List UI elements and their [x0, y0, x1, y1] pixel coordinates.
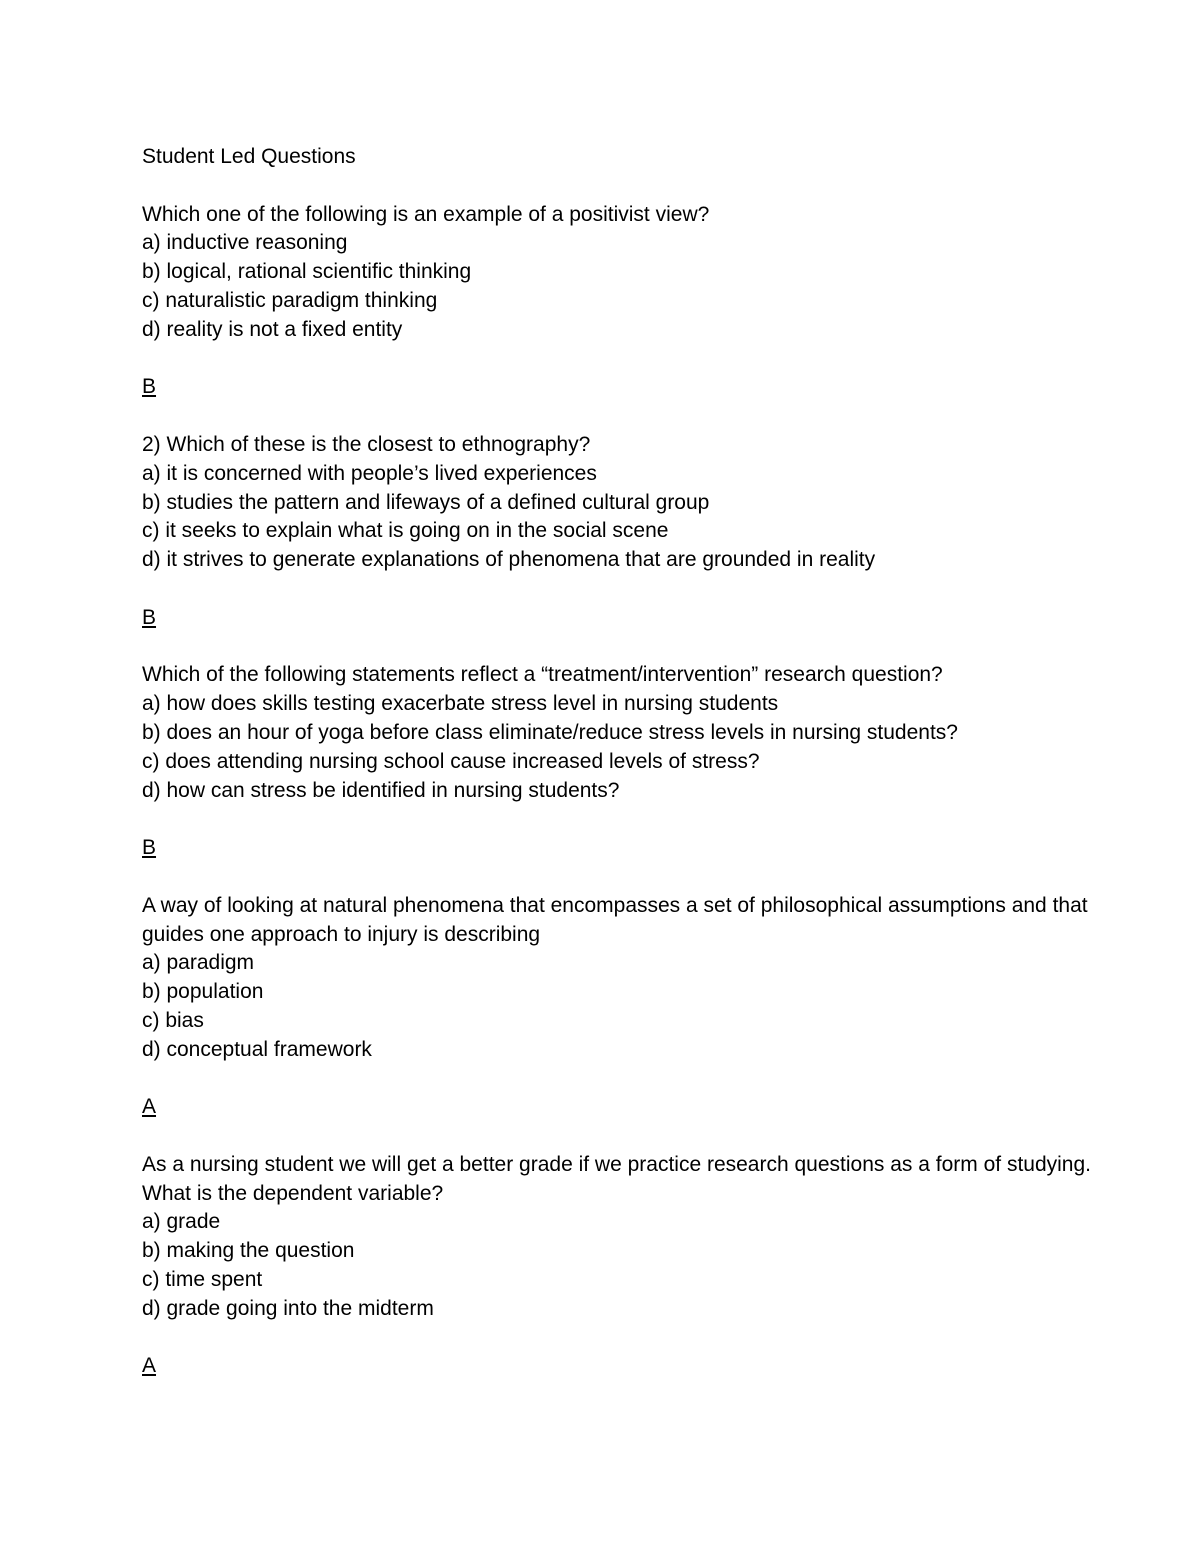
- option-c: c) does attending nursing school cause increased levels of stress?: [142, 749, 760, 773]
- question-stem: Which one of the following is an example of a positivist view?: [142, 202, 710, 226]
- answer-key: A: [142, 1354, 157, 1378]
- spacer: [142, 1122, 1102, 1151]
- question-block: [142, 201, 1102, 431]
- answer-key: A: [142, 1095, 157, 1119]
- document-page: [142, 143, 1102, 1381]
- spacer: [142, 172, 1102, 201]
- question-stem: Which of the following statements reflect a “treatment/intervention” research question?: [142, 663, 943, 687]
- spacer: [142, 1324, 1102, 1353]
- spacer: [142, 402, 1102, 431]
- spacer: [142, 633, 1102, 662]
- option-b: b) studies the pattern and lifeways of a defined cultural group: [142, 490, 710, 514]
- spacer: [142, 575, 1102, 604]
- question-block: [142, 1151, 1102, 1381]
- question-stem: A way of looking at natural phenomena that encompasses a set of philosophical assumptions and that guides one approach to injury is describing: [142, 893, 1088, 946]
- option-b: b) population: [142, 980, 264, 1004]
- option-d: d) it strives to generate explanations of phenomena that are grounded in reality: [142, 548, 876, 572]
- spacer: [142, 863, 1102, 892]
- option-d: d) grade going into the midterm: [142, 1296, 434, 1320]
- option-d: d) conceptual framework: [142, 1037, 372, 1061]
- option-b: b) does an hour of yoga before class eliminate/reduce stress levels in nursing students?: [142, 720, 958, 744]
- question-stem: As a nursing student we will get a better grade if we practice research questions as a form of studying. What is the dependent variable?: [142, 1152, 1091, 1205]
- option-c: c) naturalistic paradigm thinking: [142, 288, 438, 312]
- answer-key: B: [142, 375, 157, 399]
- option-a: a) inductive reasoning: [142, 231, 348, 255]
- answer-key: B: [142, 836, 157, 860]
- option-b: b) making the question: [142, 1239, 355, 1263]
- option-a: a) paradigm: [142, 951, 255, 975]
- option-c: c) time spent: [142, 1268, 263, 1292]
- question-block: [142, 431, 1102, 661]
- question-block: [142, 892, 1102, 1151]
- option-b: b) logical, rational scientific thinking: [142, 260, 472, 284]
- document-title: Student Led Questions: [142, 145, 356, 168]
- option-a: a) how does skills testing exacerbate stress level in nursing students: [142, 692, 779, 716]
- spacer: [142, 1065, 1102, 1094]
- answer-key: B: [142, 605, 157, 629]
- question-block: [142, 661, 1102, 891]
- option-a: a) grade: [142, 1210, 221, 1234]
- question-stem: 2) Which of these is the closest to ethnography?: [142, 432, 591, 456]
- option-c: c) bias: [142, 1008, 204, 1032]
- spacer: [142, 345, 1102, 374]
- option-a: a) it is concerned with people’s lived experiences: [142, 461, 597, 485]
- option-d: d) reality is not a fixed entity: [142, 317, 403, 341]
- option-d: d) how can stress be identified in nursing students?: [142, 778, 620, 802]
- option-c: c) it seeks to explain what is going on in the social scene: [142, 519, 669, 543]
- spacer: [142, 805, 1102, 834]
